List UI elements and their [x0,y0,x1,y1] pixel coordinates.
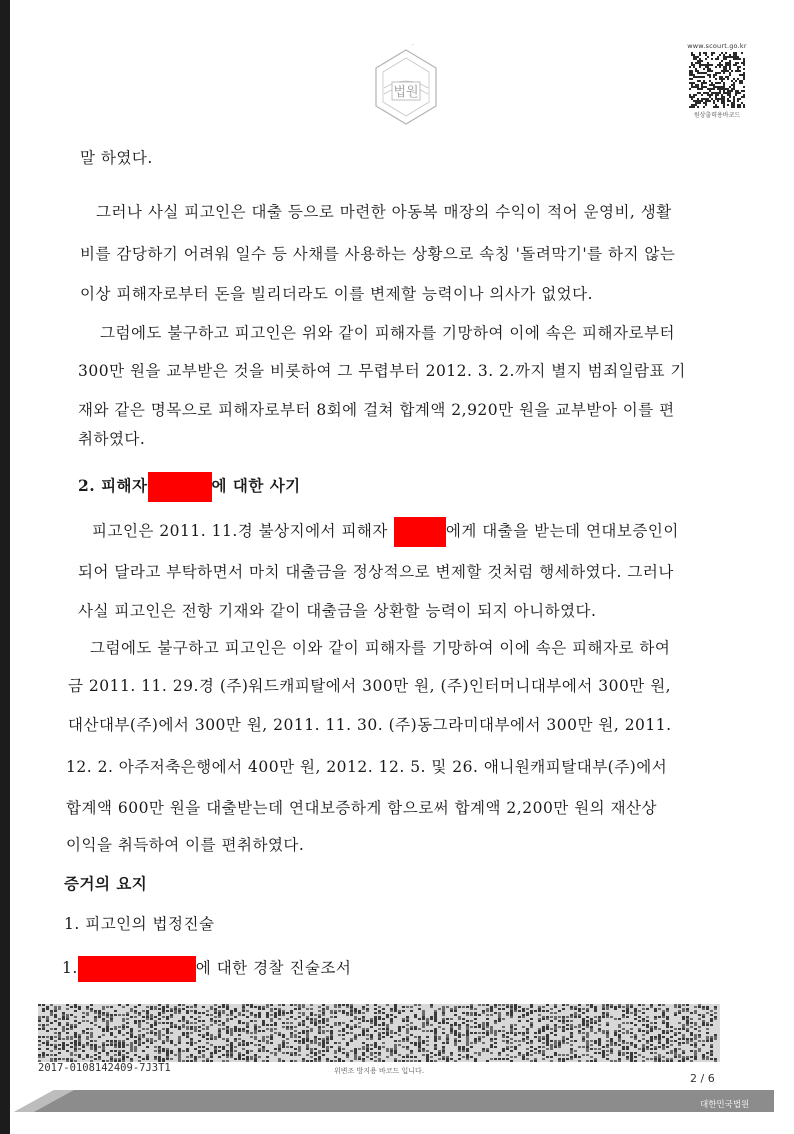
anti-forgery-barcode [38,1004,720,1062]
verification-qr-block [682,42,752,119]
court-seal-icon [366,44,446,134]
page-left-edge [0,0,10,1134]
barcode-note: 위변조 방지용 바코드 입니다. [334,1067,425,1075]
footer-bar [14,1090,774,1112]
redaction-box [78,956,196,982]
court-name: 대한민국법원 [700,1100,750,1110]
qr-caption: 원상출력용바코드 [693,112,741,119]
section-2-heading-suffix: 에 대한 사기 [211,476,301,495]
section-2-heading-prefix: 2. 피해자 [78,476,148,495]
redaction-box [148,472,212,502]
redaction-box [394,517,446,547]
qr-url: www.scourt.go.kr [687,42,747,50]
qr-code-icon [689,52,745,108]
svg-text:': ' [412,44,414,50]
seal-text: 법원 [393,85,419,100]
page-number: 2 / 6 [690,1072,715,1085]
document-number: 2017-0108142409-7J3T1 [38,1062,171,1074]
